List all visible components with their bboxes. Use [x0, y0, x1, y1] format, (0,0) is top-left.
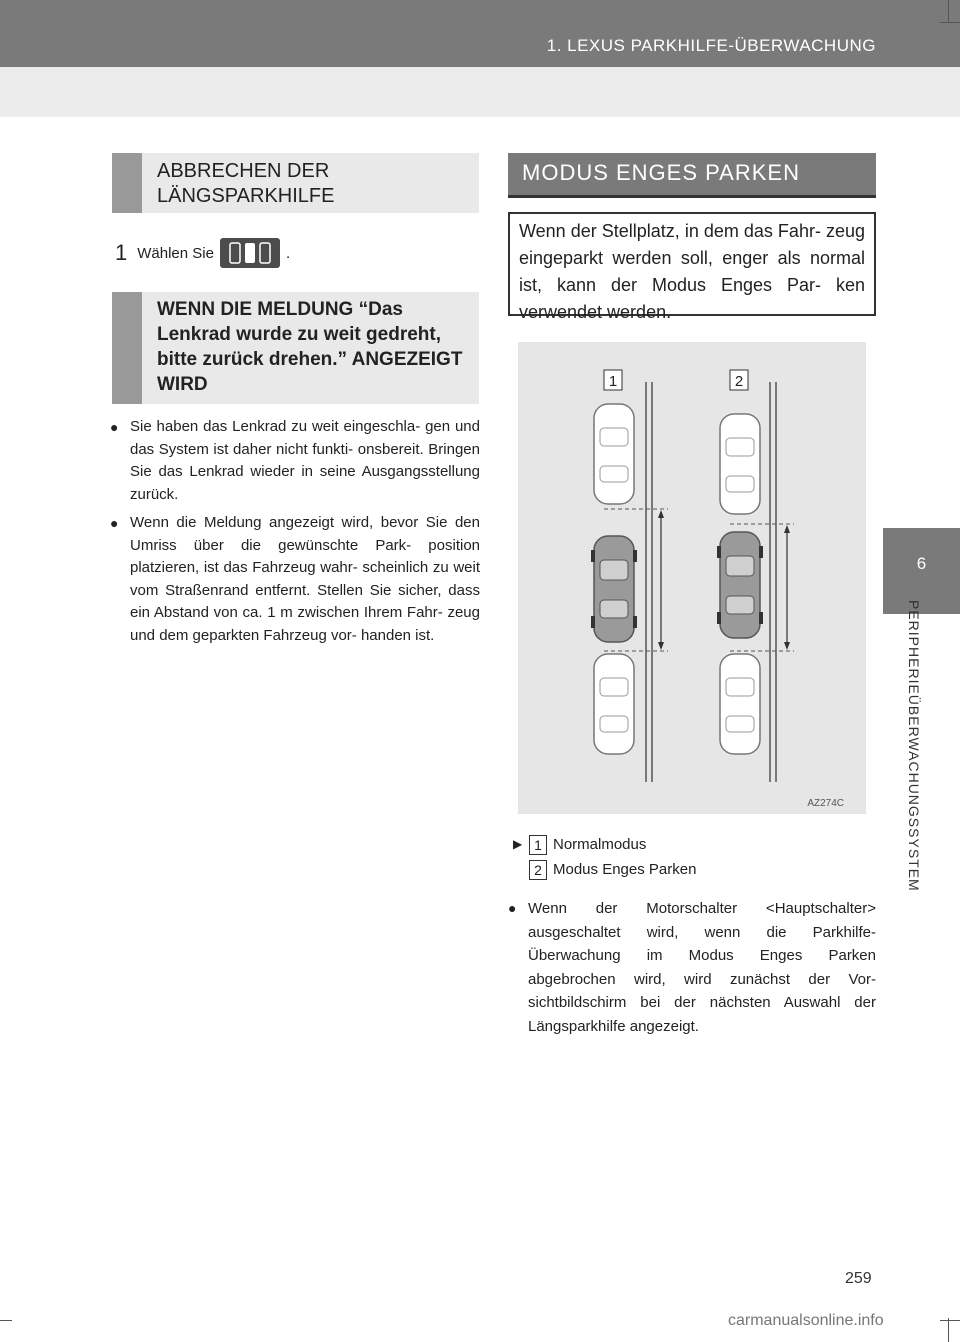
section-box-meldung: [112, 292, 479, 404]
section-title: ABBRECHEN DER LÄNGSPARKHILFE: [157, 160, 335, 207]
illustration-code: AZ274C: [807, 798, 844, 809]
note-box: Wenn der Stellplatz, in dem das Fahr- zeug eingeparkt werden soll, enger als normal ist, kann der Modus Enges Par- ken verwendet werden.: [508, 212, 876, 316]
list-item: ● Sie haben das Lenkrad zu weit eingeschla- gen und das System ist daher nicht funkti- onsbereit. Bringen Sie das Lenkrad wieder in seine Ausgangsstellung zurück.: [110, 416, 480, 506]
section-box-bar: [112, 153, 142, 213]
header-strip: [0, 67, 960, 117]
section-box-bar: [112, 292, 142, 404]
legend-text: Normalmodus: [553, 836, 647, 853]
crop-mark: [948, 1318, 949, 1342]
list-item: ● Wenn der Motorschalter <Hauptschalter> ausgeschaltet wird, wenn die Parkhilfe- Überwachung im Modus Enges Parken abgebrochen wird, wird zunächst der Vor- sichtbildschirm bei der nächsten Auswahl der Längsparkhilfe angezeigt.: [508, 897, 876, 1038]
parking-illustration: [518, 342, 866, 814]
step-number: 1: [115, 240, 128, 265]
bullet-list: [110, 416, 480, 653]
crop-mark: [948, 0, 949, 22]
chapter-number: 6: [916, 554, 927, 573]
step-text: Wählen Sie: [137, 244, 214, 262]
legend-item: [513, 857, 696, 882]
legend-number: 2: [529, 860, 547, 880]
watermark: carmanualsonline.info: [728, 1312, 884, 1329]
parking-button-icon: [220, 238, 280, 268]
illustration-label-2: 2: [734, 373, 744, 390]
step-1: [115, 238, 290, 268]
step-text-end: .: [285, 244, 291, 262]
crop-mark: [940, 22, 960, 23]
legend-text: Modus Enges Parken: [553, 861, 697, 878]
crop-mark: [940, 1320, 960, 1321]
section-title: WENN DIE MELDUNG “Das Lenkrad wurde zu weit gedreht, bitte zurück drehen.” ANGEZEIGT WIRD: [157, 299, 463, 395]
illustration-label-1: 1: [608, 373, 618, 390]
section-heading-text: MODUS ENGES PARKEN: [522, 160, 800, 185]
list-item: ● Wenn die Meldung angezeigt wird, bevor Sie den Umriss über die gewünschte Park- position platzieren, ist das Fahrzeug wahr- scheinlich zu weit vom Straßenrand entfernt. Stellen Sie sicher, dass ein Abstand von ca. 1 m zwischen Ihrem Fahr- zeug und dem geparkten Fahrzeug vor- handen ist.: [110, 512, 480, 647]
legend: [513, 832, 696, 882]
arrow-right-icon: ▶: [513, 837, 523, 851]
legend-number: 1: [529, 835, 547, 855]
legend-item: [513, 832, 696, 857]
chapter-title: 1. LEXUS PARKHILFE-ÜBERWACHUNG: [546, 36, 876, 55]
header-band: [0, 0, 960, 67]
chapter-vertical-label: PERIPHERIEÜBERWACHUNGSSYSTEM: [906, 600, 922, 892]
section-box-abbrechen: [112, 153, 479, 213]
section-heading-modus: [508, 153, 876, 198]
crop-mark: [0, 1320, 12, 1321]
page-number: 259: [845, 1270, 872, 1287]
